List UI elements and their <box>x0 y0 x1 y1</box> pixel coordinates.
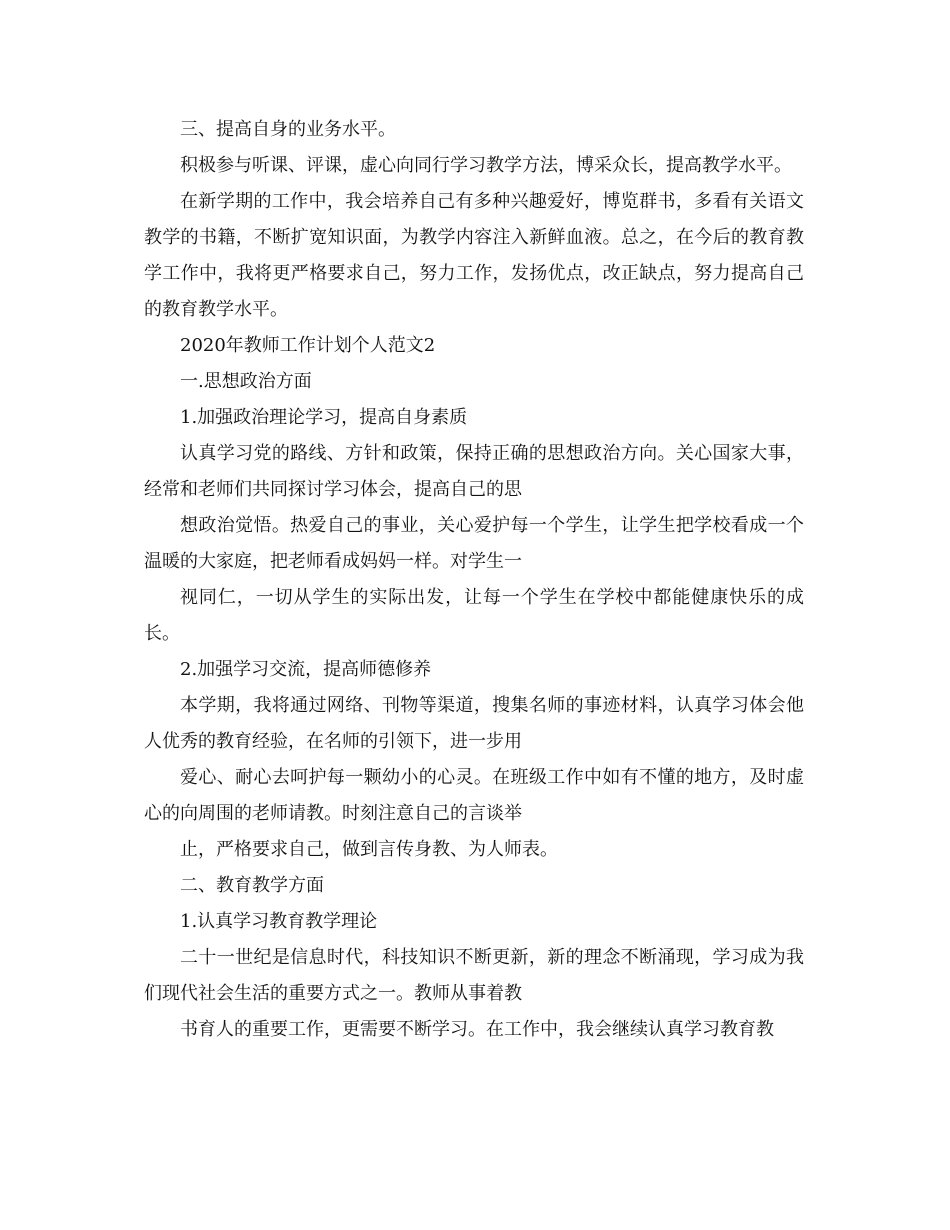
paragraph-political-awareness: 想政治觉悟。热爱自己的事业，关心爱护每一个学生，让学生把学校看成一个温暖的大家庭，把老师看成妈妈一样。对学生一 <box>144 515 804 572</box>
paragraph-equal-treatment: 视同仁，一切从学生的实际出发，让每一个学生在学校中都能健康快乐的成长。 <box>144 587 804 644</box>
document-body <box>144 112 804 1048</box>
section-heading-business-level: 三、提高自身的业务水平。 <box>180 119 396 140</box>
subheading-political-theory: 1.加强政治理论学习，提高自身素质 <box>180 407 468 428</box>
paragraph-lesson-observation: 积极参与听课、评课，虚心向同行学习教学方法，博采众长，提高教学水平。 <box>180 155 792 176</box>
subheading-teaching-theory: 1.认真学习教育教学理论 <box>180 911 378 932</box>
paragraph-continuous-learning: 书育人的重要工作，更需要不断学习。在工作中，我会继续认真学习教育教 <box>180 1019 774 1040</box>
paragraph-role-model: 止，严格要求自己，做到言传身教、为人师表。 <box>180 839 558 860</box>
article-title-sample-2: 2020年教师工作计划个人范文2 <box>180 335 436 356</box>
section-heading-ideology-politics: 一.思想政治方面 <box>180 371 312 392</box>
paragraph-new-semester: 在新学期的工作中，我会培养自己有多种兴趣爱好，博览群书，多看有关语文教学的书籍，不断扩宽知识面，为教学内容注入新鲜血液。总之，在今后的教育教学工作中，我将更严格要求自己，努力工作，发扬优点，改正缺点，努力提高自己的教育教学水平。 <box>144 191 804 320</box>
paragraph-information-age: 二十一世纪是信息时代，科技知识不断更新，新的理念不断涌现，学习成为我们现代社会生活的重要方式之一。教师从事着教 <box>144 947 804 1004</box>
section-heading-teaching: 二、教育教学方面 <box>180 875 324 896</box>
paragraph-caring-heart: 爱心、耐心去呵护每一颗幼小的心灵。在班级工作中如有不懂的地方，及时虚心的向周围的老师请教。时刻注意自己的言谈举 <box>144 767 804 824</box>
paragraph-famous-teachers: 本学期，我将通过网络、刊物等渠道，搜集名师的事迹材料，认真学习体会他人优秀的教育经验，在名师的引领下，进一步用 <box>144 695 804 752</box>
subheading-teacher-ethics: 2.加强学习交流，提高师德修养 <box>180 659 432 680</box>
paragraph-party-line: 认真学习党的路线、方针和政策，保持正确的思想政治方向。关心国家大事，经常和老师们共同探讨学习体会，提高自己的思 <box>144 443 804 500</box>
